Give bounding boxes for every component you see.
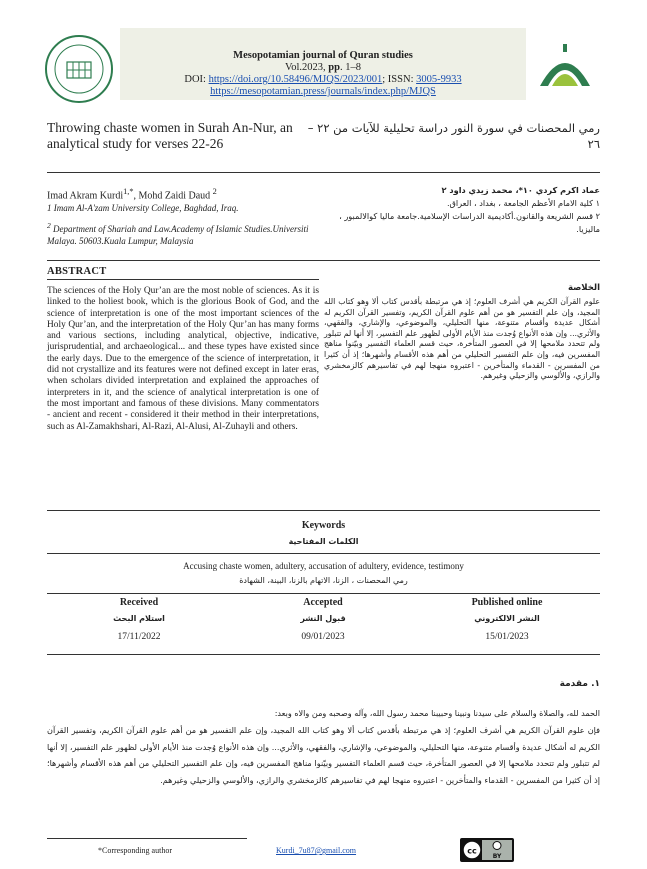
paragraph: فإن علوم القرآن الكريم هي أشرف العلوم؛ إذ هي مرتبطة بأقدس كتاب ألا وهو كتاب الله المجيد، وإن علم التفسير هو من أهم علوم القرآن الكريم، وتفسير القرآن الكريم له أشكال عديدة وأقسام متنوعة، منها التحليلي، والموضوعي، والإشاري، والفقهي، والأثري... وإن هذه الأنواع وُجدت منذ الأيام الأولى لظهور علم التفسير، إلا أنها لم تتبلور ولم تتحدد ملامحها إلا في العصور المتأخرة، حيث قسم العلماء التفسير وبيّنوا مناهج المفسرين فيه، وإن علم التفسير التحليلي من أهم هذه الأقسام وأشهرها؛ إذ أن كثيرا من المفسرين - القدماء والمتأخرين - اعتبروه منهجا لهم في تفاسيرهم كالزمخشري والرازي، والألوسي والزحيلي وغيرهم. [47,724,600,786]
keywords-heading: Keywords [301,520,346,531]
doi-link[interactable]: https://doi.org/10.58496/MJQS/2023/001 [208,74,383,85]
date-value: 17/11/2022 [117,632,161,642]
author-2-sup: 2 [212,187,217,196]
date-label: Accepted [303,597,343,608]
pages-label: pp [328,62,340,73]
doi-label: DOI: [184,74,209,85]
affiliation-1: 1 Imam Al-A'zam University College, Baghdad, Iraq. [47,203,239,214]
affiliation-2-sup: 2 [47,221,51,231]
email-link[interactable]: Kurdi_7u87@gmail.com [276,846,357,855]
divider [47,279,319,280]
abstract-heading: ABSTRACT [47,266,107,277]
paper-title-ar: رمي المحصنات في سورة النور دراسة تحليلية للآيات من ٢٢ – ٢٦ [307,121,600,151]
date-accepted [231,597,415,642]
authors-en [47,186,317,247]
abstract-ar: علوم القرآن الكريم هي أشرف العلوم؛ إذ هي مرتبطة بأقدس كتاب ألا وهو كتاب الله المجيد، وإن علم التفسير هو من أهم علوم القرآن الكريم، وتفسير القرآن الكريم له أشكال عديدة وأقسام متنوعة، منها التحليلي، والموضوعي، والإشاري، والفقهي، والأثري... وإن هذه الأنواع وُجدت منذ الأيام الأولى لظهور علم التفسير، إلا أنها لم تتبلور ولم تتحدد ملامحها إلا في العصور المتأخرة، حيث قسم العلماء التفسير وبيّنوا مناهج المفسرين فيه، وإن علم التفسير التحليلي من أهم هذه الأقسام وأشهرها؛ إذ أن كثيرا من المفسرين - القدماء والمتأخرين - اعتبروه منهجا لهم في تفاسيرهم كالزمخشري والرازي، والألوسي والزحيلي وغيرهم. [324,297,600,381]
paragraph: الحمد لله، والصلاة والسلام على سيدنا ونبينا وحبيبنا محمد رسول الله، وآله وصحبه ومن والاه وبعد: [274,708,600,718]
date-published [415,597,599,642]
journal-header [120,28,526,100]
divider [47,510,600,511]
press-dome-logo [536,42,594,94]
abstract-en: The sciences of the Holy Qur’an are the most noble of sciences. As it is linked to the holiest book, which is the glorious Book of God, and the science of interpretation is one of the most important sciences of the Holy Qur’an, and the interpretation of the Holy Qur’an has many forms and various sections, including analytical, objective, indicative, jurisprudential, and archaeological... and these types have existed since the early days. Due to the emergence of the science of interpretation, it did not crystallize and its features were not defined except in later eras, when scholars divided interpretation and explained the approaches of interpreters in it, and the science of analytical interpretation is one of the most important and famous of these divisions. Many commentators - ancient and recent - considered it their method in their interpretations, such as Al-Zamakhshari, Al-Razi, Al-Alusi, Al-Zuhayli and others. [47,286,319,432]
section-body [47,705,600,789]
keywords-ar-heading: الكلمات المفتاحية [288,537,359,546]
authors-ar-names: عماد اكرم كردي ١٠*، محمد زيدي داود ٢ [441,185,600,195]
keywords-ar: رمي المحصنات ، الزنا، الاتهام بالزنا، البينة، الشهادة [239,576,408,585]
by-text: BY [492,853,502,860]
affiliation-2-text: Department of Shariah and Law.Academy of Islamic Studies.Universiti Malaya. 50603.Kuala Lumpur, Malaysia [47,224,309,247]
authors-ar [320,184,600,236]
issn-link[interactable]: 3005-9933 [416,74,462,85]
date-value: 09/01/2023 [301,632,345,642]
volume-line [120,62,526,74]
abstract-ar-heading: الخلاصة [567,283,600,293]
cc-by-license-icon[interactable] [460,838,514,862]
doi-line [120,74,526,86]
affiliation-ar-1: ١ كلية الامام الأعظم الجامعة ، بغداد ، العراق. [446,198,600,208]
divider [47,172,600,173]
paper-title-en: Throwing chaste women in Surah An-Nur, an analytical study for verses 22-26 [47,120,293,151]
footnote-divider [47,838,247,839]
author-2: , Mohd Zaidi Daud [133,190,211,202]
journal-title: Mesopotamian journal of Quran studies [233,50,413,61]
issn-label: ; ISSN: [382,74,417,85]
corresponding-author-note: *Corresponding author [98,846,172,855]
journal-link[interactable]: https://mesopotamian.press/journals/index.php/MJQS [210,86,436,97]
cc-text: cc [467,846,477,856]
section-heading: ١. مقدمة [559,679,600,689]
date-received [47,597,231,642]
divider [47,654,600,655]
journal-seal-logo [44,34,114,104]
divider [47,553,600,554]
affiliation-ar-2: ٢ قسم الشريعة والقانون.أكاديمية الدراسات الإسلامية.جامعة ماليا كوالالمبور ، ماليزيا. [339,211,600,234]
volume-text: Vol.2023, [285,62,329,73]
author-1-star: * [129,187,134,196]
author-1-sup: 1, [123,187,130,196]
affiliation-2 [47,220,317,247]
date-label-ar: النشر الالكتروني [474,614,540,623]
date-label-ar: استلام البحث [113,614,165,623]
divider [47,260,600,261]
keywords-en: Accusing chaste women, adultery, accusation of adultery, evidence, testimony [183,561,464,571]
date-label: Received [119,597,159,608]
date-value: 15/01/2023 [485,632,529,642]
pages-range: . 1–8 [339,62,361,73]
author-1: Imad Akram Kurdi [47,190,124,202]
date-label: Published online [471,597,543,608]
date-label-ar: قبول النشر [300,614,346,623]
divider [47,593,600,594]
